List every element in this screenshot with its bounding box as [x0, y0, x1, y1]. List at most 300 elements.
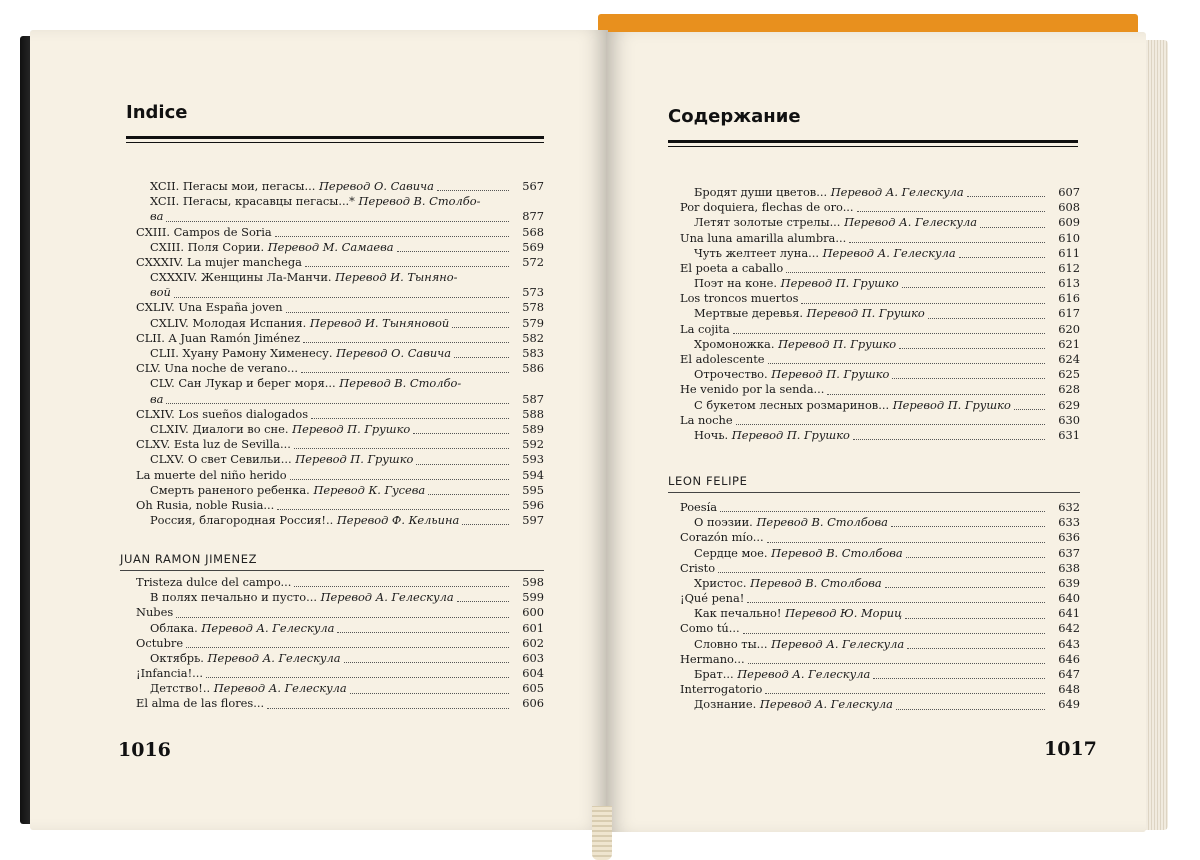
dot-leader [437, 189, 509, 191]
entry-translator: Перевод В. Столбова [750, 575, 882, 590]
dot-leader [337, 631, 509, 633]
dot-leader [743, 632, 1045, 634]
dot-leader [767, 541, 1045, 543]
entry-title-text: La muerte del niño herido [136, 467, 287, 482]
toc-entry-translation [680, 667, 1080, 682]
toc-page-number: 629 [1058, 397, 1080, 412]
entry-title-text: CLXV. Esta luz de Sevilla... [136, 437, 291, 452]
entry-title-text: CXIII. Поля Сории. [150, 239, 265, 254]
entry-translator: Перевод В. Столбова [756, 515, 888, 530]
toc-entry-translation [136, 285, 544, 300]
dot-leader [891, 525, 1045, 527]
entry-translator: Перевод А. Гелескула [759, 697, 893, 712]
toc-page-number: 642 [1058, 621, 1080, 636]
toc-entry-title [136, 376, 461, 391]
toc-entry-title [136, 179, 434, 194]
entry-title-text: Мертвые деревья. [694, 306, 804, 321]
entry-title-text: CLII. A Juan Ramón Jiménez [136, 330, 301, 345]
dot-leader [765, 692, 1045, 694]
toc-entry [680, 500, 1080, 515]
toc-entry [136, 437, 544, 452]
toc-page-number: 649 [1058, 697, 1080, 712]
toc-entry [136, 255, 544, 270]
toc-page-number: 643 [1058, 636, 1080, 651]
toc-entry-title [680, 515, 888, 530]
toc-page-number: 596 [522, 497, 544, 512]
toc-entry-translation [136, 621, 544, 636]
entry-translator: Перевод А. Гелескула [771, 636, 905, 651]
entry-translator: Перевод П. Грушко [778, 336, 897, 351]
dot-leader [294, 585, 509, 587]
toc-entry-title [680, 682, 762, 697]
toc-entry-title [136, 498, 274, 513]
toc-page-number: 612 [1058, 260, 1080, 275]
bookmark-ribbon [592, 806, 612, 860]
toc-page-number: 624 [1058, 352, 1080, 367]
entry-title-text: CXXXIV. Женщины Ла-Манчи. [150, 270, 332, 285]
toc-entry-translation [680, 576, 1080, 591]
dot-leader [849, 241, 1045, 243]
toc-entry-title [680, 667, 870, 682]
entry-title-text: ¡Qué pena! [680, 591, 745, 606]
toc-entry-title [136, 681, 347, 696]
toc-entry-translation [136, 346, 544, 361]
toc-entry-translation [136, 194, 544, 209]
toc-entry-title [136, 437, 291, 452]
toc-entry-title [136, 361, 298, 376]
toc-entry-translation [136, 681, 544, 696]
toc-entry-title [680, 382, 824, 397]
dot-leader [885, 586, 1045, 588]
dot-leader [873, 677, 1045, 679]
dot-leader [967, 195, 1045, 197]
entry-title-text: Por doquiera, flechas de oro... [680, 200, 854, 215]
toc-entry-translation [136, 376, 544, 391]
toc-entry-title [136, 605, 173, 620]
toc-entry-title [136, 225, 272, 240]
toc-entry-title [136, 346, 451, 361]
entry-title-text: Смерть раненого ребенка. [150, 482, 310, 497]
dot-leader [462, 523, 509, 525]
toc-page-number: 603 [522, 650, 544, 665]
entry-title-text: Бродят души цветов... [694, 184, 828, 199]
dot-leader [311, 417, 509, 419]
entry-translator: Перевод А. Гелескула [844, 215, 978, 230]
toc-entry-title [680, 306, 925, 321]
entry-translator: Перевод П. Грушко [771, 367, 890, 382]
toc-page-number: 589 [522, 421, 544, 436]
entry-title-text: Чуть желтеет луна... [694, 245, 819, 260]
dot-leader [166, 402, 509, 404]
entry-title-text: CXLIV. Молодая Испания. [150, 315, 307, 330]
entry-translator: Перевод О. Савича [336, 346, 452, 361]
toc-entry [680, 352, 1080, 367]
toc-entry-translation [136, 422, 544, 437]
left-toc-section [136, 575, 544, 712]
toc-entry-title [680, 322, 730, 337]
dot-leader [905, 617, 1045, 619]
toc-entry-translation [680, 606, 1080, 621]
toc-entry [136, 697, 544, 712]
entry-title-text: Летят золотые стрелы... [694, 215, 841, 230]
toc-page-number: 593 [522, 452, 544, 467]
dot-leader [294, 447, 509, 449]
toc-entry-title [136, 651, 341, 666]
entry-title-text: CLV. Сан Лукар и берег моря... [150, 376, 336, 391]
toc-page-number: 594 [522, 467, 544, 482]
entry-title-text: Octubre [136, 635, 184, 650]
toc-page-number: 592 [522, 437, 544, 452]
right-page-header: Содержание [668, 106, 801, 127]
toc-entry [680, 413, 1080, 428]
toc-page-number: 616 [1058, 291, 1080, 306]
toc-entry-title [136, 316, 449, 331]
dot-leader [801, 302, 1045, 304]
entry-title-text: CXLIV. Una España joven [136, 300, 283, 315]
toc-entry-title [136, 575, 291, 590]
entry-title-text: Tristeza dulce del campo... [136, 574, 292, 589]
section-title-felipe: LEON FELIPE [668, 474, 748, 488]
entry-translator: Перевод А. Гелескула [320, 590, 454, 605]
toc-entry [136, 331, 544, 346]
toc-page-number: 582 [522, 330, 544, 345]
toc-page-number: 583 [522, 346, 544, 361]
entry-title-text: Облака. [150, 620, 198, 635]
dot-leader [928, 317, 1045, 319]
entry-translator: Перевод Ю. Мориц [785, 606, 903, 621]
toc-page-number: 617 [1058, 306, 1080, 321]
dot-leader [186, 646, 509, 648]
toc-page-number: 607 [1058, 184, 1080, 199]
toc-page-number: 646 [1058, 651, 1080, 666]
toc-page-number: 625 [1058, 367, 1080, 382]
entry-title-text: Дознание. [694, 697, 757, 712]
entry-title-text: Interrogatorio [680, 682, 763, 697]
toc-page-number: 631 [1058, 427, 1080, 442]
entry-translator: Перевод П. Грушко [892, 397, 1011, 412]
entry-title-text: CLV. Una noche de verano... [136, 361, 298, 376]
entry-title-text: Una luna amarilla alumbra... [680, 230, 847, 245]
entry-title-text: Oh Rusia, noble Rusia... [136, 497, 275, 512]
entry-translator: ва [150, 209, 164, 224]
toc-entry [680, 382, 1080, 397]
entry-translator: Перевод П. Грушко [780, 276, 899, 291]
left-page [30, 30, 608, 830]
toc-entry-translation [680, 185, 1080, 200]
toc-entry [680, 231, 1080, 246]
toc-entry-title [136, 285, 171, 300]
toc-entry-translation [680, 337, 1080, 352]
toc-entry-translation [680, 515, 1080, 530]
dot-leader [959, 256, 1045, 258]
toc-page-number: 573 [522, 285, 544, 300]
toc-entry-title [680, 367, 889, 382]
entry-translator: Перевод П. Грушко [295, 452, 414, 467]
dot-leader [277, 508, 509, 510]
toc-entry-title [136, 331, 300, 346]
toc-entry-translation [680, 428, 1080, 443]
dot-leader [428, 493, 509, 495]
section-title-jimenez: JUAN RAMON JIMENEZ [120, 552, 258, 566]
entry-title-text: Детство!.. [150, 681, 211, 696]
entry-title-text: Poesía [680, 499, 718, 514]
right-page-number: 1017 [1044, 738, 1097, 760]
toc-page-number: 633 [1058, 515, 1080, 530]
entry-translator: Перевод К. Гусева [313, 482, 426, 497]
toc-entry [680, 530, 1080, 545]
dot-leader [457, 600, 509, 602]
entry-title-text: Христос. [694, 575, 747, 590]
entry-title-text: La noche [680, 412, 733, 427]
entry-title-text: ¡Infancia!... [136, 666, 204, 681]
toc-page-number: 606 [522, 696, 544, 711]
toc-page-number: 567 [522, 178, 544, 193]
toc-entry-title [680, 276, 899, 291]
toc-entry-title [680, 413, 733, 428]
entry-translator: Перевод П. Грушко [731, 427, 850, 442]
entry-title-text: Брат... [694, 667, 734, 682]
entry-title-text: Los troncos muertos [680, 291, 799, 306]
toc-entry [680, 622, 1080, 637]
dot-leader [718, 571, 1045, 573]
left-toc-top [136, 179, 544, 528]
toc-entry-title [136, 513, 459, 528]
dot-leader [853, 438, 1045, 440]
entry-title-text: El adolescente [680, 352, 765, 367]
toc-entry-title [136, 194, 480, 209]
entry-title-text: О поэзии. [694, 515, 753, 530]
toc-entry-title [680, 500, 717, 515]
entry-translator: Перевод А. Гелескула [737, 667, 871, 682]
toc-entry-title [136, 636, 183, 651]
dot-leader [857, 210, 1045, 212]
toc-page-number: 611 [1058, 245, 1080, 260]
toc-entry-translation [680, 215, 1080, 230]
toc-page-number: 620 [1058, 321, 1080, 336]
toc-entry-translation [680, 276, 1080, 291]
entry-title-text: Как печально! [694, 606, 782, 621]
toc-entry-title [136, 300, 283, 315]
entry-title-text: La cojita [680, 321, 730, 336]
toc-entry-translation [136, 483, 544, 498]
entry-title-text: Октябрь. [150, 650, 204, 665]
dot-leader [902, 286, 1045, 288]
toc-entry-title [136, 696, 264, 711]
entry-title-text: Россия, благородная Россия!.. [150, 513, 334, 528]
dot-leader [1014, 408, 1045, 410]
dot-leader [907, 647, 1045, 649]
toc-page-number: 568 [522, 224, 544, 239]
entry-title-text: XCII. Пегасы мои, пегасы... [150, 178, 316, 193]
toc-entry-translation [680, 307, 1080, 322]
toc-entry-title [136, 666, 203, 681]
toc-entry-title [136, 255, 302, 270]
dot-leader [720, 510, 1045, 512]
header-rule-thick [668, 140, 1078, 143]
toc-entry [136, 498, 544, 513]
toc-entry [136, 407, 544, 422]
toc-page-number: 587 [522, 391, 544, 406]
left-page-number: 1016 [118, 739, 171, 761]
toc-page-number: 639 [1058, 575, 1080, 590]
toc-page-number: 648 [1058, 682, 1080, 697]
entry-translator: Перевод В. Столбо- [358, 194, 481, 209]
toc-entry-title [680, 231, 846, 246]
entry-title-text: Como tú... [680, 621, 740, 636]
toc-entry-translation [136, 179, 544, 194]
toc-entry-title [136, 240, 394, 255]
dot-leader [452, 326, 509, 328]
toc-entry [136, 575, 544, 590]
toc-page-number: 597 [522, 513, 544, 528]
toc-page-number: 601 [522, 620, 544, 635]
toc-entry-title [136, 483, 425, 498]
toc-entry [680, 322, 1080, 337]
dot-leader [344, 661, 509, 663]
entry-title-text: С букетом лесных розмаринов... [694, 397, 890, 412]
entry-title-text: CLXV. О свет Севильи... [150, 452, 292, 467]
entry-translator: Перевод А. Гелескула [207, 650, 341, 665]
toc-entry-title [680, 398, 1011, 413]
entry-title-text: CXXXIV. La mujer manchega [136, 254, 302, 269]
dot-leader [166, 220, 509, 222]
entry-translator: Перевод И. Тыняновой [309, 315, 450, 330]
entry-title-text: Hermano... [680, 651, 745, 666]
entry-translator: Перевод В. Столбо- [339, 376, 462, 391]
toc-entry [136, 225, 544, 240]
right-page [606, 32, 1146, 832]
toc-entry-translation [136, 513, 544, 528]
entry-title-text: В полях печально и пусто... [150, 590, 317, 605]
entry-translator: Перевод О. Савича [318, 178, 434, 193]
dot-leader [980, 226, 1045, 228]
toc-entry-title [680, 621, 740, 636]
toc-entry-translation [680, 367, 1080, 382]
toc-entry-title [680, 530, 764, 545]
header-rule-thin [126, 142, 544, 143]
entry-title-text: Ночь. [694, 427, 729, 442]
entry-title-text: CLXIV. Los sueños dialogados [136, 406, 309, 421]
toc-page-number: 628 [1058, 382, 1080, 397]
entry-title-text: He venido por la senda... [680, 382, 825, 397]
toc-page-number: 588 [522, 406, 544, 421]
toc-entry-title [680, 200, 854, 215]
toc-entry-title [680, 546, 903, 561]
dot-leader [397, 250, 509, 252]
toc-page-number: 608 [1058, 200, 1080, 215]
toc-page-number: 569 [522, 239, 544, 254]
toc-entry [680, 652, 1080, 667]
toc-entry-title [680, 697, 893, 712]
entry-title-text: CLXIV. Диалоги во сне. [150, 421, 289, 436]
toc-entry-title [680, 576, 882, 591]
entry-translator: Перевод В. Столбова [771, 545, 903, 560]
toc-page-number: 647 [1058, 667, 1080, 682]
entry-translator: Перевод А. Гелескула [213, 681, 347, 696]
toc-entry-title [136, 590, 454, 605]
toc-entry-title [136, 468, 287, 483]
entry-translator: Перевод М. Самаева [267, 239, 394, 254]
toc-entry-title [136, 422, 410, 437]
entry-title-text: El alma de las flores... [136, 696, 265, 711]
toc-entry [680, 591, 1080, 606]
entry-title-text: CLII. Хуану Рамону Хименесу. [150, 346, 333, 361]
toc-entry-title [680, 215, 977, 230]
entry-translator: Перевод П. Грушко [806, 306, 925, 321]
toc-entry-title [680, 637, 904, 652]
toc-entry [136, 605, 544, 620]
dot-leader [413, 432, 509, 434]
right-toc-section [680, 500, 1080, 713]
toc-entry [680, 200, 1080, 215]
toc-page-number: 605 [522, 681, 544, 696]
toc-entry [136, 301, 544, 316]
toc-page-number: 604 [522, 666, 544, 681]
toc-entry [680, 291, 1080, 306]
toc-entry-title [136, 270, 458, 285]
entry-title-text: Nubes [136, 605, 174, 620]
toc-entry-title [136, 209, 163, 224]
toc-entry-title [680, 291, 798, 306]
dot-leader [896, 708, 1045, 710]
entry-title-text: CXIII. Campos de Soria [136, 224, 272, 239]
toc-page-number: 598 [522, 574, 544, 589]
dot-leader [748, 662, 1045, 664]
toc-entry-title [136, 392, 163, 407]
toc-entry-translation [680, 398, 1080, 413]
toc-entry-title [136, 452, 413, 467]
toc-page-number: 579 [522, 315, 544, 330]
dot-leader [733, 332, 1045, 334]
section-rule [668, 492, 1080, 493]
toc-entry [136, 636, 544, 651]
dot-leader [747, 601, 1045, 603]
entry-translator: Перевод Ф. Кельина [336, 513, 460, 528]
dot-leader [286, 311, 509, 313]
toc-entry-translation [136, 270, 544, 285]
entry-translator: Перевод И. Тыняно- [335, 270, 458, 285]
toc-entry-translation [680, 246, 1080, 261]
toc-entry-translation [136, 240, 544, 255]
dot-leader [305, 265, 509, 267]
toc-entry-title [680, 652, 745, 667]
dot-leader [416, 463, 509, 465]
entry-title-text: Cristo [680, 560, 716, 575]
entry-title-text: Отрочество. [694, 367, 768, 382]
toc-entry [680, 561, 1080, 576]
header-rule-thick [126, 136, 544, 139]
entry-translator: вой [150, 285, 171, 300]
dot-leader [350, 692, 509, 694]
toc-page-number: 586 [522, 361, 544, 376]
entry-title-text: Словно ты... [694, 636, 768, 651]
dot-leader [768, 362, 1045, 364]
dot-leader [303, 341, 509, 343]
dot-leader [206, 676, 509, 678]
dot-leader [176, 616, 509, 618]
toc-page-number: 636 [1058, 530, 1080, 545]
toc-entry-title [680, 246, 956, 261]
dot-leader [174, 296, 509, 298]
toc-entry-title [136, 621, 334, 636]
toc-entry-translation [680, 637, 1080, 652]
toc-page-number: 602 [522, 635, 544, 650]
toc-page-number: 609 [1058, 215, 1080, 230]
toc-entry-title [680, 352, 765, 367]
entry-title-text: Хромоножка. [694, 336, 775, 351]
entry-translator: ва [150, 391, 164, 406]
toc-entry-translation [680, 546, 1080, 561]
